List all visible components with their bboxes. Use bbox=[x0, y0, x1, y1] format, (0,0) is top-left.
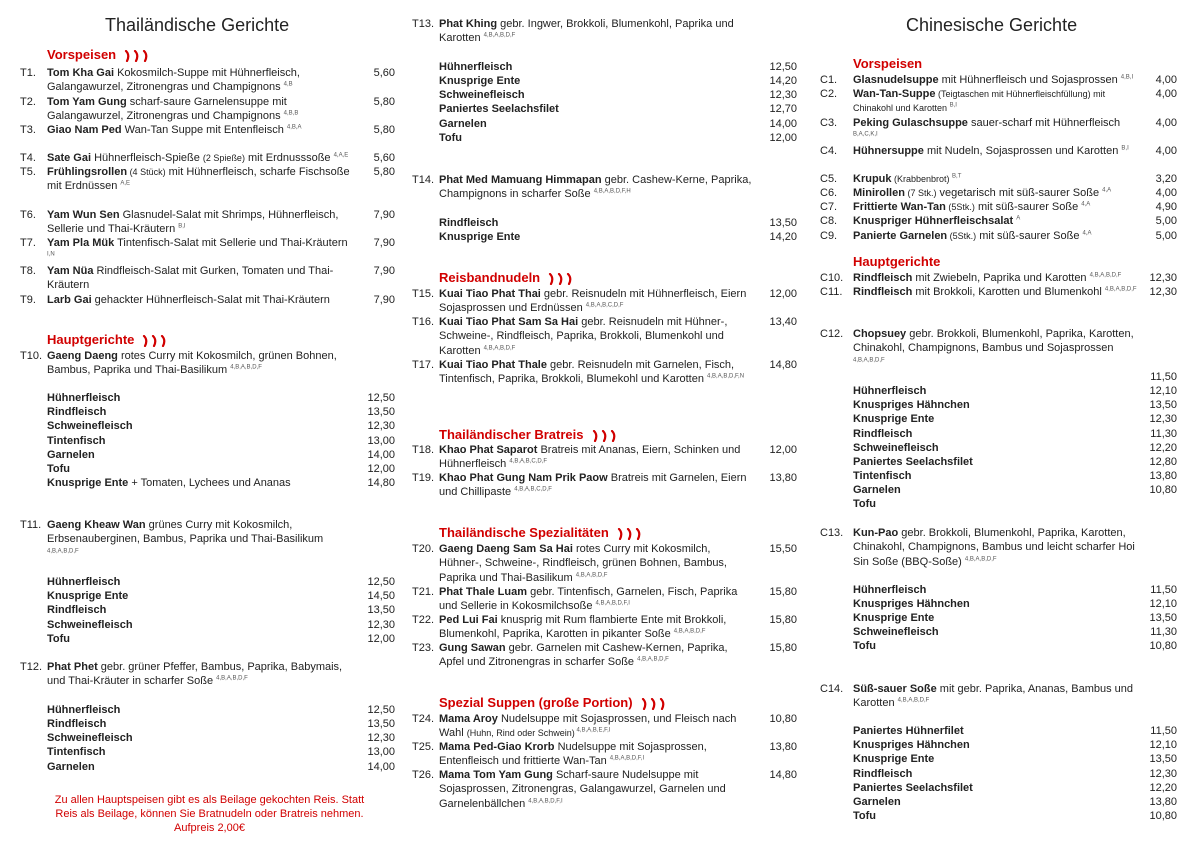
option-row: Tintenfisch 13,00 bbox=[47, 435, 395, 447]
price: 12,00 bbox=[769, 444, 797, 456]
price: 12,00 bbox=[769, 288, 797, 300]
price: 4,90 bbox=[1155, 201, 1177, 213]
option-row: Knuspriges Hähnchen 12,10 bbox=[853, 739, 1177, 751]
price: 5,00 bbox=[1155, 215, 1177, 227]
price: 4,00 bbox=[1155, 88, 1177, 100]
option-row: Schweinefleisch 12,30 bbox=[47, 619, 395, 631]
option-row: Knusprige Ente + Tomaten, Lychees und Ananas 14,80 bbox=[47, 477, 395, 489]
price: 5,00 bbox=[1155, 230, 1177, 242]
price: 12,30 bbox=[1149, 286, 1177, 298]
option-row: Knusprige Ente 13,50 bbox=[853, 753, 1177, 765]
price: 5,80 bbox=[373, 124, 395, 136]
price: 13,80 bbox=[769, 472, 797, 484]
rice-footnote: Zu allen Hauptspeisen gibt es als Beilage gekochten Reis. Statt Reis als Beilage, können Sie Bratnudeln oder Bratreis nehmen. Aufpreis 2,00€ bbox=[54, 794, 365, 835]
section-spezialitaeten: Thailändische Spezialitäten bbox=[439, 525, 645, 540]
price: 15,50 bbox=[769, 543, 797, 555]
price: 5,80 bbox=[373, 96, 395, 108]
option-row: Knusprige Ente 12,30 bbox=[853, 413, 1177, 425]
option-row: Knusprige Ente 14,20 bbox=[439, 231, 797, 243]
thai-column-title: Thailändische Gerichte bbox=[105, 15, 290, 35]
price: 4,00 bbox=[1155, 74, 1177, 86]
option-row: Rindfleisch 13,50 bbox=[439, 217, 797, 229]
option-row: Garnelen 14,00 bbox=[439, 118, 797, 130]
chili-icon bbox=[142, 335, 170, 347]
price: 15,80 bbox=[769, 614, 797, 626]
chili-icon bbox=[592, 430, 620, 442]
option-row: Rindfleisch 13,50 bbox=[47, 604, 395, 616]
price: 4,00 bbox=[1155, 117, 1177, 129]
chili-icon bbox=[124, 50, 152, 62]
price: 4,00 bbox=[1155, 145, 1177, 157]
price: 7,90 bbox=[373, 265, 395, 277]
option-row: Rindfleisch 13,50 bbox=[47, 406, 395, 418]
option-row: Tofu 12,00 bbox=[439, 132, 797, 144]
option-row: Hühnerfleisch 12,50 bbox=[439, 61, 797, 73]
price: 5,60 bbox=[373, 152, 395, 164]
chili-icon bbox=[548, 273, 576, 285]
option-row: Hühnerfleisch 12,10 bbox=[853, 385, 1177, 397]
option-row: Schweinefleisch 12,30 bbox=[47, 420, 395, 432]
option-row: Garnelen 13,80 bbox=[853, 796, 1177, 808]
option-row: Tintenfisch 13,80 bbox=[853, 470, 1177, 482]
price: 15,80 bbox=[769, 642, 797, 654]
price: 10,80 bbox=[769, 713, 797, 725]
price: 4,00 bbox=[1155, 187, 1177, 199]
option-row: Knusprige Ente 14,50 bbox=[47, 590, 395, 602]
option-row: Paniertes Seelachsfilet 12,20 bbox=[853, 782, 1177, 794]
section-hauptgerichte-thai: Hauptgerichte bbox=[47, 332, 170, 347]
price: 15,80 bbox=[769, 586, 797, 598]
option-row: Tintenfisch 13,00 bbox=[47, 746, 395, 758]
chili-icon bbox=[617, 528, 645, 540]
option-row: Hühnerfleisch 11,50 bbox=[853, 584, 1177, 596]
section-spezial-suppen: Spezial Suppen (große Portion) bbox=[439, 695, 669, 710]
price: 3,20 bbox=[1155, 173, 1177, 185]
price: 7,90 bbox=[373, 237, 395, 249]
option-row: Knusprige Ente 13,50 bbox=[853, 612, 1177, 624]
section-vorspeisen-china: Vorspeisen bbox=[853, 56, 923, 71]
option-row: Rindfleisch 12,30 bbox=[853, 768, 1177, 780]
chinese-column-title: Chinesische Gerichte bbox=[906, 15, 1078, 35]
option-row: Tofu bbox=[853, 498, 877, 510]
option-row: Hühnerfleisch 12,50 bbox=[47, 576, 395, 588]
option-row: Rindfleisch 13,50 bbox=[47, 718, 395, 730]
price: 5,80 bbox=[373, 166, 395, 178]
price: 7,90 bbox=[373, 209, 395, 221]
section-reisbandnudeln: Reisbandnudeln bbox=[439, 270, 576, 285]
section-bratreis: Thailändischer Bratreis bbox=[439, 427, 620, 442]
option-row: Tofu 12,00 bbox=[47, 633, 395, 645]
option-row: Paniertes Seelachsfilet 12,80 bbox=[853, 456, 1177, 468]
option-row: Schweinefleisch 12,20 bbox=[853, 442, 1177, 454]
price: 7,90 bbox=[373, 294, 395, 306]
option-row: Schweinefleisch 11,30 bbox=[853, 626, 1177, 638]
option-row: Tofu 12,00 bbox=[47, 463, 395, 475]
option-row: Hühnerfleisch 12,50 bbox=[47, 704, 395, 716]
price: 14,80 bbox=[769, 359, 797, 371]
option-row: Paniertes Hühnerfilet 11,50 bbox=[853, 725, 1177, 737]
option-row: Garnelen 14,00 bbox=[47, 761, 395, 773]
price: 5,60 bbox=[373, 67, 395, 79]
option-row: Garnelen 14,00 bbox=[47, 449, 395, 461]
section-hauptgerichte-china: Hauptgerichte bbox=[853, 254, 941, 269]
option-row: Tofu 10,80 bbox=[853, 640, 1177, 652]
option-row: Knusprige Ente 14,20 bbox=[439, 75, 797, 87]
option-row: Rindfleisch 11,30 bbox=[853, 428, 1177, 440]
section-vorspeisen-thai: Vorspeisen bbox=[47, 47, 152, 62]
chili-icon bbox=[641, 698, 669, 710]
price: 13,40 bbox=[769, 316, 797, 328]
option-row: Tofu 10,80 bbox=[853, 810, 1177, 822]
option-row: Garnelen 10,80 bbox=[853, 484, 1177, 496]
option-row: Hühnerfleisch 12,50 bbox=[47, 392, 395, 404]
price: 12,30 bbox=[1149, 272, 1177, 284]
option-row: Schweinefleisch 12,30 bbox=[47, 732, 395, 744]
option-row: Schweinefleisch 12,30 bbox=[439, 89, 797, 101]
price: 13,80 bbox=[769, 741, 797, 753]
option-row: Knuspriges Hähnchen 12,10 bbox=[853, 598, 1177, 610]
price: 14,80 bbox=[769, 769, 797, 781]
option-row: Knuspriges Hähnchen 13,50 bbox=[853, 399, 1177, 411]
option-row: Paniertes Seelachsfilet 12,70 bbox=[439, 103, 797, 115]
